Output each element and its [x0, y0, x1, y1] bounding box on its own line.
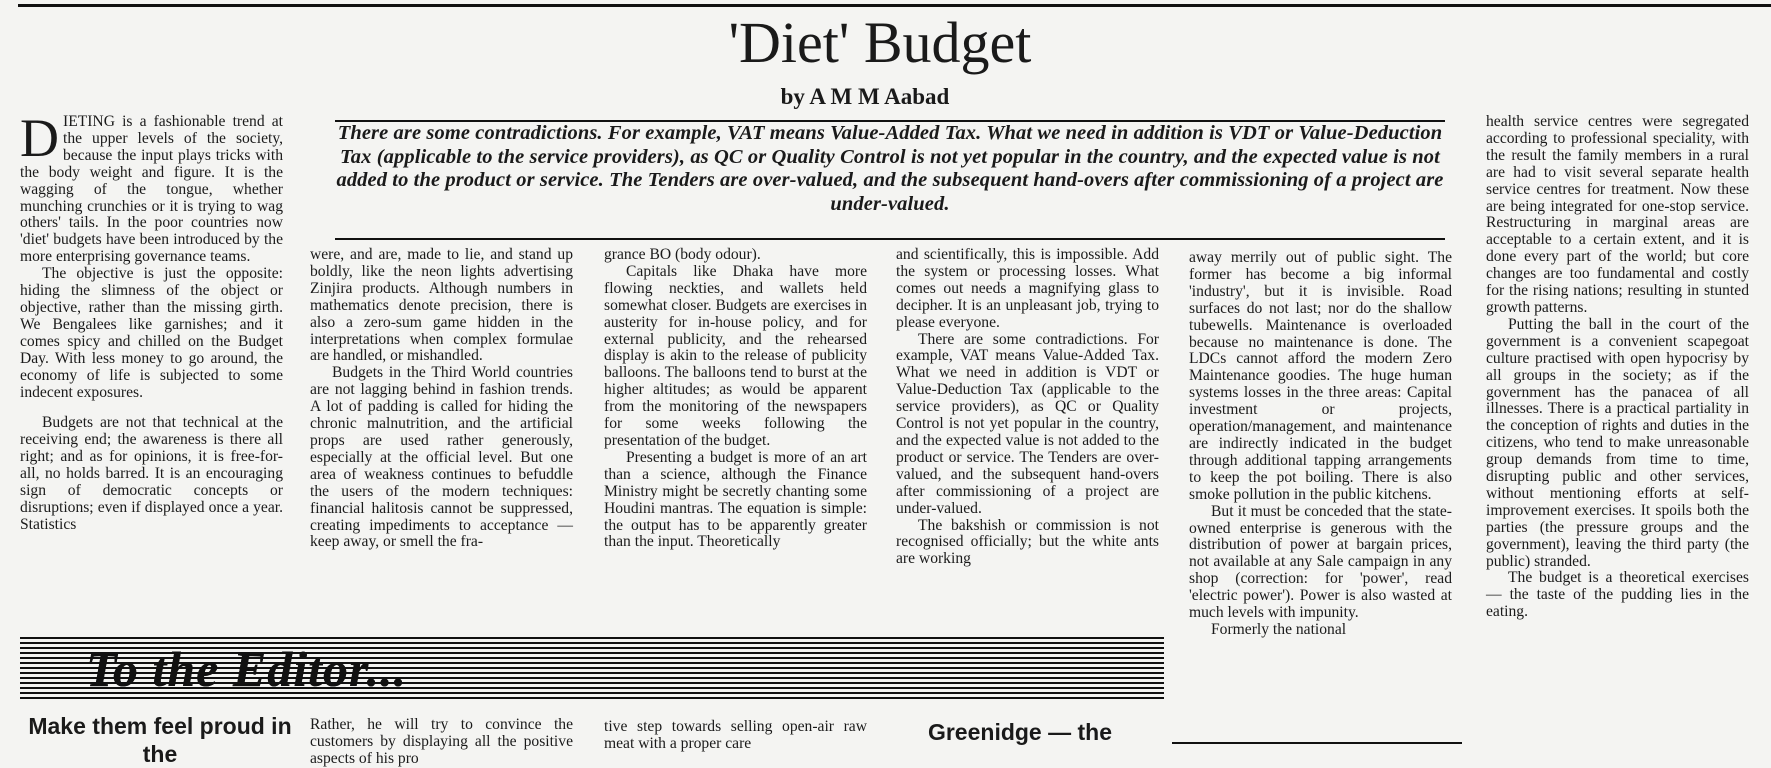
paragraph: The objective is just the opposite: hiding the slimness of the object or objective, rather than the missing girth. We Bengalees like garnishes; and it comes spicy and chilled on the Budget Day. With less money to go around, the economy of life is subjected to some indecent exposures. [20, 265, 283, 401]
letter-3-heading: Greenidge — the [927, 719, 1113, 745]
paragraph: The bakshish or commission is not recognised officially; but the white ants are working [896, 516, 1159, 568]
article-headline: 'Diet' Budget [728, 10, 1032, 75]
paragraph: The budget is a theoretical exercises — the taste of the pudding lies in the eating. [1486, 569, 1749, 621]
editor-banner-title: To the Editor... [86, 641, 408, 697]
paragraph: Presenting a budget is more of an art than a science, although the Finance Ministry might be secretly chanting some Houdini mantras. The equation is simple: the output has to be apparently greater than the input. Theoretically [604, 448, 867, 551]
letter-1-heading: Make them feel proud in the [28, 713, 292, 767]
article-column-6 [1486, 114, 1749, 746]
article-byline: by A M M Aabad [780, 84, 950, 109]
paragraph: DIETING is a fashionable trend at the upper levels of the society, because the input plays tricks with the body weight and figure. It is the wagging of the tongue, whether munching crunchies or it is trying to wag others' tails. In the poor countries now 'diet' budgets have been introduced by the more enterprising governance teams. [20, 108, 283, 266]
drop-cap: D [20, 108, 59, 168]
article-column-5 [1189, 250, 1452, 728]
paragraph: Budgets are not that technical at the receiving end; the awareness is there all right; and as for opinions, it is free-for-all, no holds barred. It is an encouraging sign of democratic concepts or disruptions; even if displayed once a year. Statistics [20, 414, 283, 533]
paragraph: were, and are, made to lie, and stand up boldly, like the neon lights advertising Zinjira products. Although numbers in mathematics denote precision, there is also a zero-sum game hidden in the interpretations when complex formulae are handled, or mishandled. [310, 246, 573, 365]
paragraph: and scientifically, this is impossible. Add the system or processing losses. What comes out needs a magnifying glass to decipher. It is an unpleasant job, trying to please everyone. [896, 246, 1159, 331]
paragraph: health service centres were segregated according to professional speciality, with the result the family members in a rural are had to visit several separate health service centres for treatment. Now these are being integrated for one-stop service. Restructuring in marginal areas are acceptable to a certain extent, and it is done every part of the world; but core changes are too fundamental and costly for the rising nations; resulting in stunted growth patterns. [1486, 113, 1749, 316]
paragraph: away merrily out of public sight. The former has become a big informal 'industry', but it is invisible. Road surfaces do not last; nor do the shallow tubewells. Maintenance is overloaded because no maintenance is done. The LDCs cannot afford the modern Zero Maintenance goodies. The huge human systems losses in the three areas: Capital investment or projects, operation/management, and maintenance are indirectly indicated in the budget through additional tapping arrangements to keep the pot boiling. There is also smoke pollution in the public kitchens. [1189, 249, 1452, 503]
paragraph: Formerly the national [1211, 620, 1347, 638]
paragraph: grance BO (body odour). [604, 246, 761, 263]
paragraph: There are some contradictions. For example, VAT means Value-Added Tax. What we need in addition is VDT or Value-Deduction Tax (applicable to the service providers), as QC or Quality Control is not yet popular in the country, and the expected value is not added to the product or service. The Tenders are over-valued, and the subsequent hand-overs after commissioning of a project are under-valued. [896, 330, 1159, 517]
letter-1-body: Rather, he will try to convince the customers by displaying all the positive aspects of his pro [310, 716, 573, 767]
article-column-2 [310, 247, 573, 629]
paragraph: Capitals like Dhaka have more flowing neckties, and wallets held somewhat closer. Budgets are exercises in austerity for in-house policy, and for external publicity, and the rehearsed display is akin to the release of publicity balloons. The balloons tend to burst at the higher altitudes; as would be apparent from the monitoring of the newspapers for some weeks following the presentation of the budget. [604, 262, 867, 449]
article-column-1 [20, 108, 283, 626]
paragraph: But it must be conceded that the state-owned enterprise is generous with the distribution of power at bargain prices, not available at any Sale campaign in any shop (correction: for 'power', read 'electric power'). Power is also wasted at much levels with impunity. [1189, 502, 1452, 622]
letter-2-body: tive step towards selling open-air raw meat with a proper care [604, 718, 867, 752]
article-column-3 [604, 247, 867, 629]
paragraph: Budgets in the Third World countries are not lagging behind in fashion trends. A lot of padding is called for hiding the chronic malnutrition, and the artificial props are used rather generously, especially at the official level. But one area of weakness continues to befuddle the users of the modern techniques: financial halitosis cannot be suppressed, creating impediments to acceptance — keep away, or smell the fra- [310, 364, 573, 551]
top-rule [18, 4, 1771, 7]
paragraph: Putting the ball in the court of the government is a convenient scapegoat culture practised with open hypocrisy by all groups in the society; as if the government has the panacea of all illnesses. There is a practical partiality in the conception of rights and duties in the citizens, who tend to make unreasonable group demands from time to time, disrupting public and other services, without mentioning efforts at self-improvement exercises. It spoils both the parties (the pressure groups and the government), leaving the third party (the public) stranded. [1486, 315, 1749, 570]
article-column-4 [896, 247, 1159, 629]
article-standfirst: There are some contradictions. For example, VAT means Value-Added Tax. What we need in addition is VDT or Value-Deduction Tax (applicable to the service providers), as QC or Quality Control is not yet popular in the country, and the expected value is not added to the product or service. The Tenders are over-valued, and the subsequent hand-overs after commissioning of a project are under-valued. [335, 120, 1445, 240]
box-rule [1172, 742, 1462, 744]
